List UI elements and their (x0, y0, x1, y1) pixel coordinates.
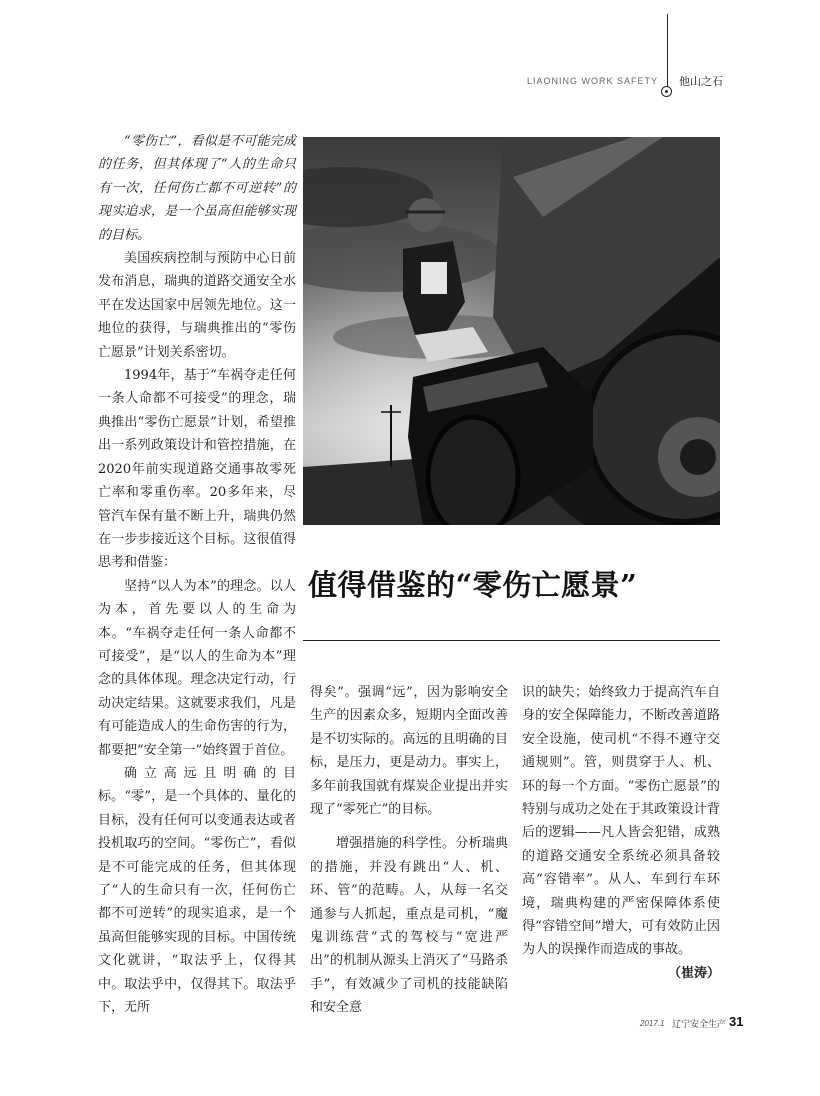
paragraph: 识的缺失；始终致力于提高汽车自身的安全保障能力，不断改善道路安全设施，使司机“不得不遵守交通规则”。管，则贯穿于人、机、环的每一个方面。“零伤亡愿景”的特别与成功之处在于其政策设计背后的逻辑——凡人皆会犯错，成熟的道路交通安全系统必须具备较高“容错率”。从人、车到行车环境，瑞典构建的严密保障体系使得“容错空间”增大，可有效防止因为人的误操作而造成的事故。 (522, 685, 720, 958)
paragraph: 美国疾病控制与预防中心日前发布消息，瑞典的道路交通安全水平在发达国家中居领先地位。这一地位的获得，与瑞典推出的“零伤亡愿景”计划关系密切。 (98, 251, 296, 360)
text-column-3 (522, 681, 720, 985)
page-number: 31 (729, 1014, 744, 1029)
paragraph: 得矣”。强调“远”，因为影响安全生产的因素众多，短期内全面改善是不切实际的。高远的且明确的目标，是压力，更是动力。事实上，多年前我国就有煤炭企业提出并实现了“零死亡”的目标。 (310, 685, 508, 818)
paragraph: 增强措施的科学性。分析瑞典的措施，并没有跳出“人、机、环、管”的范畴。人，从每一名交通参与人抓起，重点是司机，“魔鬼训练营”式的驾校与“宽进严出”的机制从源头上消灭了“马路杀手”，有效减少了司机的技能缺陷和安全意 (310, 836, 508, 1016)
title-divider (303, 640, 720, 641)
article-photo (303, 137, 720, 525)
text-column-1 (98, 130, 296, 1019)
header-rule (667, 14, 668, 94)
paragraph: 坚持“以人为本”的理念。以人为本，首先要以人的生命为本。“车祸夺走任何一条人命都不可接受”，是“以人的生命为本”理念的具体体现。理念决定行动，行动决定结果。这就要求我们，凡是有可能造成人的生命伤害的行为，都要把“安全第一”始终置于首位。 (98, 578, 296, 758)
issue-date: 2017.1 (640, 1019, 665, 1028)
author-credit: （崔涛） (667, 965, 720, 981)
article-title: 值得借鉴的“零伤亡愿景” (308, 568, 638, 602)
section-name: 他山之石 (679, 75, 723, 88)
magazine-english-name: LIAONING WORK SAFETY (526, 76, 658, 86)
magazine-name: 辽宁安全生产 (672, 1020, 727, 1030)
paragraph: 1994年，基于“车祸夺走任何一条人命都不可接受”的理念，瑞典推出“零伤亡愿景”计划，希望推出一系列政策设计和管控措施，在2020年前实现道路交通事故零死亡率和零重伤率。20多年来，尽管汽车保有量不断上升，瑞典仍然在一步步接近这个目标。这很值得思考和借鉴： (98, 368, 296, 571)
target-dot-icon (661, 86, 672, 97)
text-column-2 (310, 681, 508, 1020)
paragraph: 确立高远且明确的目标。“零”，是一个具体的、量化的目标，没有任何可以变通表达或者投机取巧的空间。“零伤亡”，看似是不可能完成的任务，但其体现了“人的生命只有一次，任何伤亡都不可逆转”的现实追求，是一个虽高但能够实现的目标。中国传统文化就讲，“取法乎上，仅得其中。取法乎中，仅得其下。取法乎下，无所 (98, 765, 296, 1016)
article-lead: “零伤亡”，看似是不可能完成的任务，但其体现了“人的生命只有一次，任何伤亡都不可逆转”的现实追求，是一个虽高但能够实现的目标。 (98, 134, 296, 243)
